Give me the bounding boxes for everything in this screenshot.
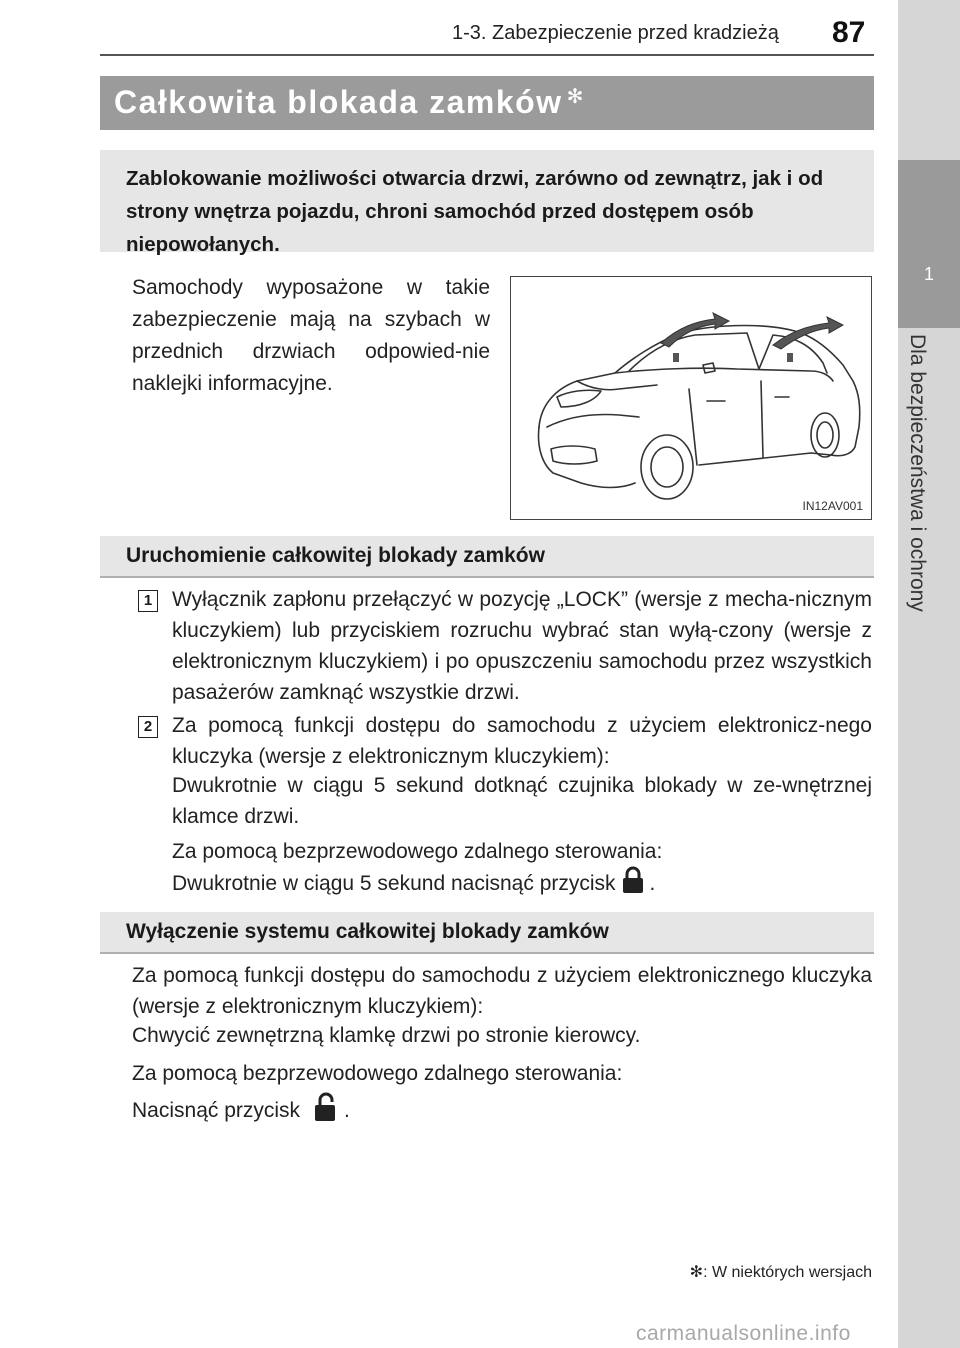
section-title-bar: [100, 76, 874, 130]
step-2-sub-2-text: Dwukrotnie w ciągu 5 sekund nacisnąć przycisk: [172, 872, 616, 896]
deactivate-para-2-text: Nacisnąć przycisk: [132, 1099, 301, 1123]
step-2-sub-2-end: .: [649, 872, 656, 896]
car-illustration: [510, 276, 872, 520]
sticker-left: [673, 353, 679, 362]
car-drawing: [511, 277, 870, 518]
section-title-text: Całkowita blokada zamków: [114, 84, 563, 120]
deactivate-para-2-line-2: [132, 1092, 872, 1131]
step-2-sub-2-line-1: Za pomocą bezprzewodowego zdalnego sterowania:: [172, 840, 663, 863]
step-2-sub-1: Dwukrotnie w ciągu 5 sekund dotknąć czujnika blokady w ze-wnętrznej klamce drzwi.: [172, 774, 872, 828]
body-paragraph: Samochody wyposażone w takie zabezpieczenie mają na szybach w przednich drzwiach odpowied-nie naklejki informacyjne.: [132, 276, 490, 395]
intro-box: Zablokowanie możliwości otwarcia drzwi, zarówno od zewnątrz, jak i od strony wnętrza pojazdu, chroni samochód przed dostępem osób niepowołanych.: [100, 150, 874, 252]
sticker-right: [787, 353, 793, 362]
unlock-icon: [314, 1092, 338, 1131]
side-tab-chapter: [898, 160, 960, 328]
chapter-title-vertical: Dla bezpieczeństwa i ochrony: [906, 334, 929, 612]
step-number-2: 2: [138, 716, 158, 738]
footnote-marker: ✻: [689, 1264, 704, 1281]
step-1-text: Wyłącznik zapłonu przełączyć w pozycję „LOCK” (wersje z mecha-nicznym kluczykiem) lub przyciskiem rozruchu wybrać stan wyłą-czony (wersje z elektronicznym kluczykiem) i po opuszczeniu samochodu przez wszystkich pasażerów zamknąć wszystkie drzwi.: [172, 588, 872, 704]
running-header-section: 1-3. Zabezpieczenie przed kradzieżą: [452, 22, 779, 44]
footnote-text: : W niektórych wersjach: [703, 1264, 872, 1281]
header-rule: [100, 54, 874, 56]
step-2-text: Za pomocą funkcji dostępu do samochodu z użyciem elektronicz-nego kluczyka (wersje z elektronicznym kluczykiem):: [172, 714, 872, 768]
heading-deactivate-text: Wyłączenie systemu całkowitej blokady zamków: [126, 920, 609, 943]
side-tab-top: [898, 0, 960, 160]
footnote: [690, 1262, 872, 1282]
deactivate-para-1-line-2: Chwycić zewnętrzną klamkę drzwi po stronie kierowcy.: [132, 1024, 641, 1047]
figure-code: IN12AV001: [802, 499, 863, 513]
title-asterisk: ✻: [566, 86, 585, 108]
watermark: carmanualsonline.info: [636, 1322, 851, 1345]
deactivate-para-1: Za pomocą funkcji dostępu do samochodu z użyciem elektronicznego kluczyka (wersje z elektronicznym kluczykiem):: [132, 964, 872, 1018]
heading-activate-text: Uruchomienie całkowitej blokady zamków: [126, 544, 545, 567]
step-number-1: 1: [138, 590, 158, 612]
page-number: 87: [832, 16, 866, 49]
section-title: [114, 84, 585, 121]
lock-icon: [622, 866, 644, 903]
heading-activate: [100, 536, 874, 578]
deactivate-para-2-end: .: [344, 1099, 350, 1123]
chapter-number: 1: [923, 264, 934, 284]
step-2-sub-2-line-2: [172, 866, 872, 903]
deactivate-para-2-line-1: Za pomocą bezprzewodowego zdalnego sterowania:: [132, 1062, 623, 1085]
heading-deactivate: [100, 912, 874, 954]
